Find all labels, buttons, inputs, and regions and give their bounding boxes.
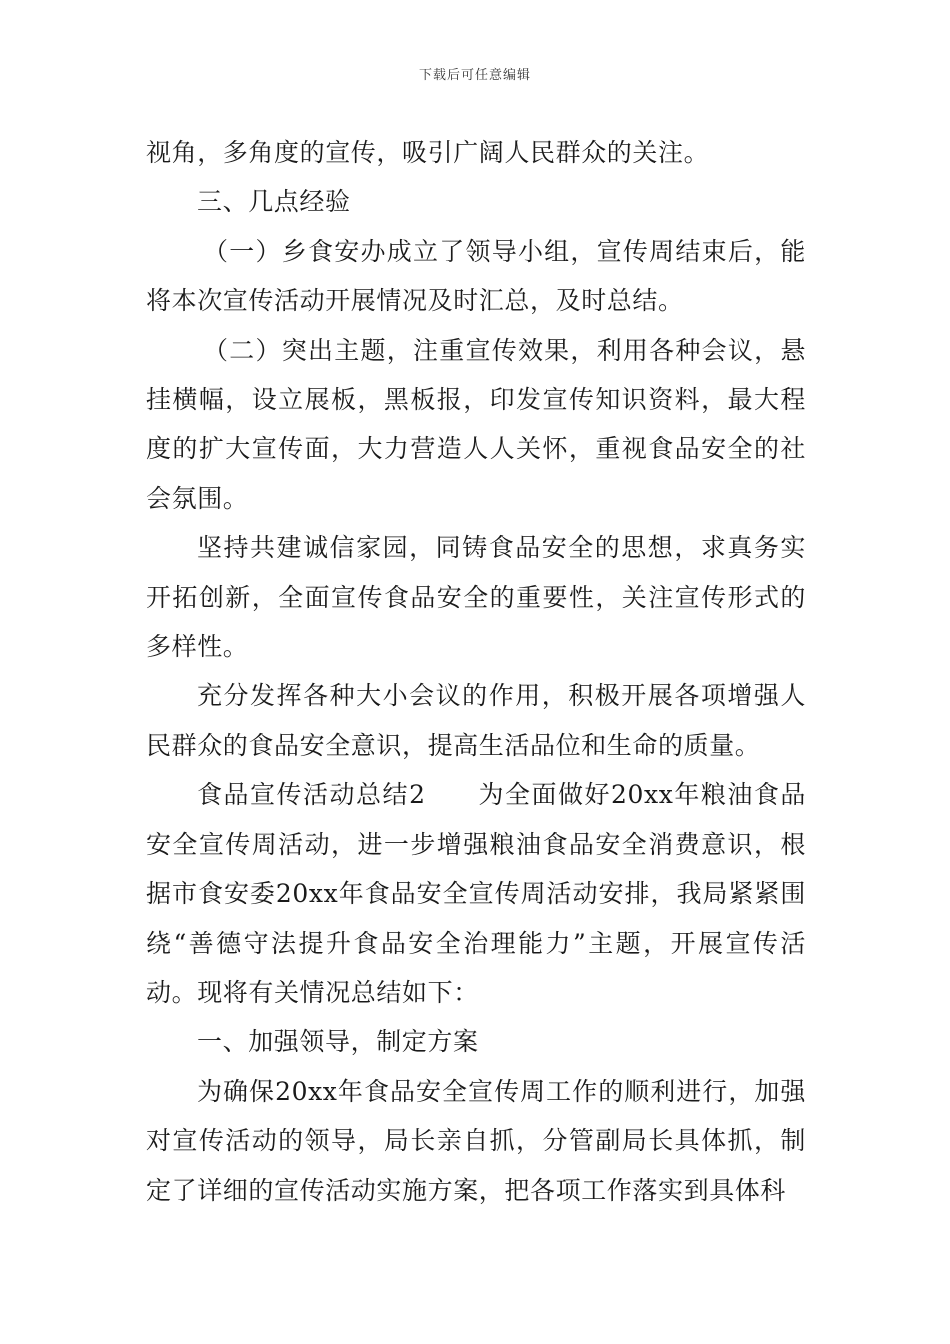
section-heading: 一、加强领导，制定方案 xyxy=(197,1027,479,1057)
paragraph xyxy=(146,770,806,1017)
paragraph: 为确保20xx年食品安全宣传周工作的顺利进行，加强对宣传活动的领导，局长亲自抓，分管副局长具体抓，制定了详细的宣传活动实施方案，把各项工作落实到具体科 xyxy=(146,1076,806,1205)
document-body xyxy=(146,128,806,1215)
paragraph: 坚持共建诚信家园，同铸食品安全的思想，求真务实开拓创新，全面宣传食品安全的重要性，关注宣传形式的多样性。 xyxy=(146,533,806,662)
paragraph-text: 为全面做好20xx年粮油食品安全宣传周活动，进一步增强粮油食品安全消费意识，根据市食安委20xx年食品安全宣传周活动安排，我局紧紧围绕“善德守法提升食品安全治理能力”主题，开展宣传活动。现将有关情况总结如下： xyxy=(146,780,806,1007)
paragraph: （一）乡食安办成立了领导小组，宣传周结束后，能将本次宣传活动开展情况及时汇总，及时总结。 xyxy=(146,236,806,316)
paragraph: （二）突出主题，注重宣传效果，利用各种会议，悬挂横幅，设立展板，黑板报，印发宣传知识资料，最大程度的扩大宣传面，大力营造人人关怀，重视食品安全的社会氛围。 xyxy=(146,335,806,513)
paragraph: 视角，多角度的宣传，吸引广阔人民群众的关注。 xyxy=(146,138,710,167)
paragraph: 充分发挥各种大小会议的作用，积极开展各项增强人民群众的食品安全意识，提高生活品位和生命的质量。 xyxy=(146,681,806,760)
section-heading: 三、几点经验 xyxy=(197,187,351,217)
page-header-note: 下载后可任意编辑 xyxy=(418,68,531,83)
section-title: 食品宣传活动总结2 xyxy=(197,780,426,810)
